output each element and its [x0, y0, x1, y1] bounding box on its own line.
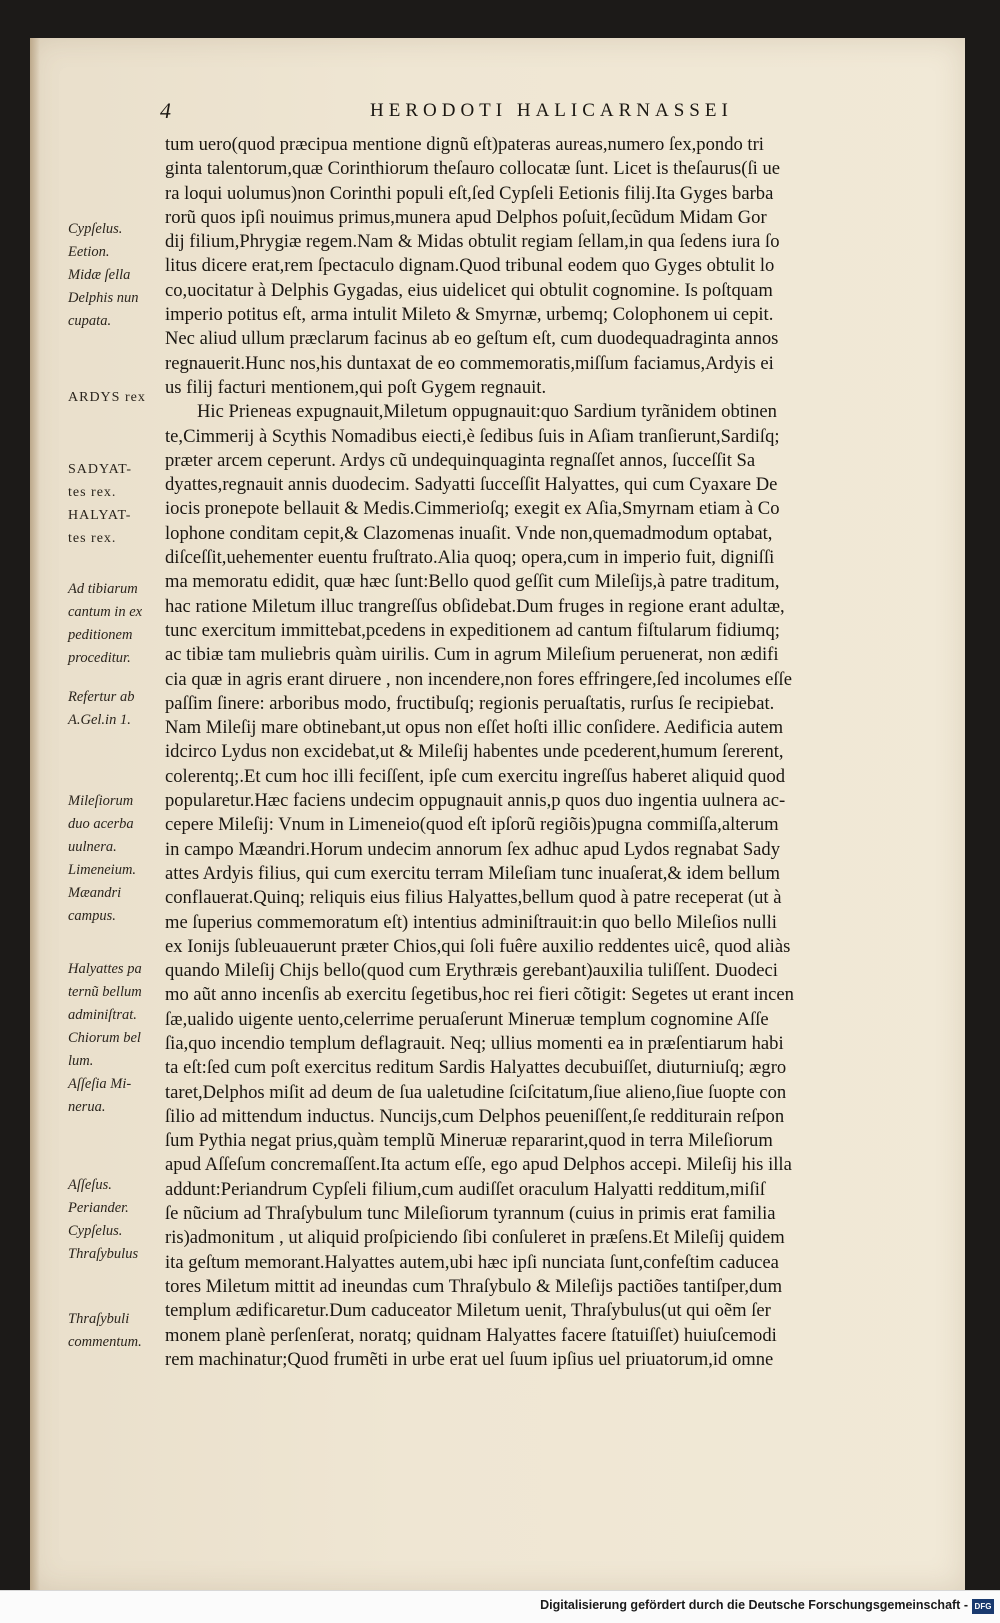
text-line: ſæ,ualido uigente uento,celerrime peruaſerunt Mineruæ templum cognomine Aſſe [165, 1008, 769, 1030]
text-line: cepere Mileſij: Vnum in Limeneio(quod eſt ipſorũ regiõis)pugna commiſſa,alterum [165, 814, 779, 836]
running-head [160, 98, 925, 126]
text-line: ſilio ad mittendum inductus. Nuncijs,cum Delphos peueniſſent,ſe redditurain reſpon [165, 1105, 785, 1127]
margin-note: Halyattes pa ternũ bellum adminiſtrat. Chiorum bel lum. Aſſeſia Mi- nerua. [68, 961, 142, 1115]
text-line: ita geſtum memorant.Halyattes autem,ubi hæc ipſi nunciata ſunt,confeſtim caducea [165, 1251, 779, 1273]
text-line: te,Cimmerij à Scythis Nomadibus eiecti,è ſedibus ſuis in Aſiam tranſierunt,Sardiſq; [165, 425, 780, 447]
text-line: Nam Mileſij mare obtinebant,ut opus non eſſet hoſti illic conſidere. Aedificia autem [165, 717, 784, 739]
text-line: taret,Delphos miſit ad deum de ſua ualetudine ſciſcitatum,ſiue alieno,ſiue ſuopte con [165, 1081, 787, 1103]
text-line: me ſuperius commemoratum eſt) intentius adminiſtrauit:in quo bello Mileſios nulli [165, 911, 777, 933]
text-line: ginta talentorum,quæ Corinthiorum theſauro collocatæ ſunt. Licet is theſaurus(ſi ue [165, 158, 781, 180]
text-line: lophone conditam cepit,& Clazomenas inuaſit. Vnde non,quemadmodum optabat, [165, 522, 773, 544]
page-number: 4 [160, 98, 171, 123]
text-line: hac ratione Miletum illuc trangreſſus obſidebat.Dum fruges in regione erant adultæ, [165, 595, 785, 617]
text-line: iocis pronepote bellauit & Medis.Cimmerioſq; exegit ex Aſia,Smyrnam etiam à Co [165, 498, 780, 520]
text-line: imperio potitus eſt, arma intulit Mileto & Smyrnæ, urbemq; Colophonem ui cepit. [165, 304, 774, 326]
margin-note: Cypſelus. Eetion. Midæ ſella Delphis nun cupata. [68, 221, 139, 329]
text-line: ſia,quo incendio templum deflagrauit. Neq; ullius momenti ea in præſentiarum habi [165, 1032, 784, 1054]
text-line: addunt:Periandrum Cypſeli filium,cum audiſſet oraculum Halyatti redditum,miſiſ [165, 1178, 766, 1200]
text-line: mo aũt anno incenſis ab exercitu ſegetibus,hoc rei fieri cõtigit: Segetes ut erant incen [165, 984, 794, 1006]
margin-note: Thraſybuli commentum. [68, 1311, 142, 1350]
text-line: regnauerit.Hunc nos,his duntaxat de eo commemoratis,miſſum faciamus,Ardyis ei [165, 352, 774, 374]
text-line: templum ædificaretur.Dum caduceator Miletum uenit, Thraſybulus(ut qui oẽm ſer [165, 1300, 771, 1322]
text-line: tores Miletum mittit ad ineundas cum Thraſybulo & Mileſijs pactiões tantiſper,dum [165, 1275, 783, 1297]
margin-note: SADYAT- tes rex. HALYAT- tes rex. [68, 462, 133, 546]
text-line: co,uocitatur à Delphis Gygadas, eius uidelicet qui obtulit cognomine. Is poſtquam [165, 279, 773, 301]
text-line: attes Ardyis filius, qui cum exercitu terram Mileſiam tunc inuaſerat,& idem bellum [165, 862, 780, 884]
margin-note: Ad tibiarum cantum in ex peditionem proceditur. [68, 581, 143, 666]
text-line: colerentq;.Et cum hoc illi feciſſent, ipſe cum exercitu ingreſſus haberet aliquid quod [165, 765, 786, 787]
text-line: ma memoratu edidit, quæ hæc ſunt:Bello quod geſſit cum Mileſijs,à patre traditum, [165, 571, 780, 593]
text-line: ris)admonitum , ut aliquid proſpiciendo ſibi conſuleret in præſens.Et Mileſij quidem [165, 1227, 785, 1249]
margin-note: ARDYS rex [68, 390, 146, 405]
text-line: idcirco Lydus non excidebat,ut & Mileſij habentes unde pcederent,humum ſererent, [165, 741, 784, 763]
text-line: us filij facturi mentionem,qui poſt Gygem regnauit. [165, 376, 547, 398]
text-line: quando Mileſij Chijs bello(quod cum Erythræis gerebant)auxilia tuliſſent. Duodeci [165, 960, 778, 982]
running-title: HERODOTI HALICARNASSEI [370, 100, 733, 121]
funding-credit: Digitalisierung gefördert durch die Deutsche Forschungsgemeinschaft - [540, 1598, 968, 1612]
text-line: conflauerat.Quinq; reliquis eius filius Halyattes,bellum quod à patre receperat (ut à [165, 887, 782, 909]
digitization-footer [0, 1590, 1000, 1623]
text-line: monem planè perſenſerat, noratq; quidnam Halyattes facere ſtatuiſſet) huiuſcemodi [165, 1324, 777, 1346]
text-line: popularetur.Hæc faciens undecim oppugnauit annis,p quos duo ingentia uulnera ac- [165, 790, 786, 812]
text-line: ſum Pythia negat prius,quàm templũ Mineruæ repararint,quod in terra Mileſiorum [165, 1130, 773, 1152]
text-line: ſe nũcium ad Thraſybulum tunc Mileſiorum tyrannum (cuius in primis erat familia [165, 1203, 776, 1225]
text-line: tum uero(quod præcipua mentione dignũ eſt)pateras aureas,numero ſex,pondo tri [165, 134, 764, 155]
page-gutter-shadow [30, 38, 40, 1590]
text-line: rem machinatur;Quod frumẽti in urbe erat uel ſuum ipſius uel priuatorum,id omne [165, 1348, 774, 1370]
text-line: dyattes,regnauit annis duodecim. Sadyatti ſucceſſit Halyattes, qui cum Cyaxare De [165, 474, 778, 496]
margin-note: Mileſiorum duo acerba uulnera. Limeneium. Mæandri campus. [68, 793, 137, 924]
text-line: paſſim ſinere: arboribus modo, fructibuſq; regionis peruaſtatis, rurſus ſe recipiebat. [165, 692, 775, 714]
text-line: ra loqui uolumus)non Corinthi populi eſt,ſed Cypſeli Eetionis filij.Ita Gyges barba [165, 182, 774, 204]
text-line: in campo Mæandri.Horum undecim annorum ſex adhuc apud Lydos regnabat Sady [165, 838, 781, 860]
text-line: rorũ quos ipſi nouimus primus,munera apud Delphos poſuit,ſecũdum Midam Gor [165, 206, 767, 228]
text-line: apud Aſſeſum concremaſſent.Ita actum eſſe, ego apud Delphos accepi. Mileſij his illa [165, 1154, 792, 1176]
text-line: diſceſſit,uehementer euentu fruſtrato.Alia quoq; opera,cum in imperio fuit, digniſſi [165, 547, 775, 569]
text-line: præter arcem ceperunt. Ardys cũ undequinquaginta regnaſſet annos, ſucceſſit Sa [165, 449, 756, 471]
text-line: Hic Prieneas expugnauit,Miletum oppugnauit:quo Sardium tyrãnidem obtinen [197, 401, 777, 423]
text-line: ta eſt:ſed cum poſt exercitus reditum Sardis Halyattes decubuiſſet, diuturniuſq; ægro [165, 1057, 787, 1079]
text-line: tunc exercitum immittebat,pcedens in expeditionem ad cantum fiſtularum fidiumq; [165, 619, 780, 641]
margin-note: Aſſeſus. Periander. Cypſelus. Thraſybulus [68, 1177, 139, 1262]
text-line: cia quæ in agris erant diruere , non incendere,non fores effringere,ſed incolumes eſſe [165, 668, 792, 690]
text-line: ac tibiæ tam muliebris quàm uirilis. Cum in agrum Mileſium peruenerat, non ædifi [165, 644, 779, 666]
body-text [165, 133, 927, 1372]
book-page [30, 38, 965, 1590]
dfg-logo: DFG [972, 1599, 994, 1614]
text-line: litus dicere erat,rem ſpectaculo dignam.Quod tribunal eodem quo Gyges obtulit lo [165, 255, 775, 277]
text-line: dij filium,Phrygiæ regem.Nam & Midas obtulit regiam ſellam,in qua ſedens iura ſo [165, 231, 780, 253]
text-line: ex Ionijs ſubleuauerunt præter Chios,qui ſoli fuêre auxilio reddentes uicê, quod aliàs [165, 935, 791, 957]
margin-note: Refertur ab A.Gel.in 1. [68, 689, 135, 728]
text-line: Nec aliud ullum præclarum facinus ab eo geſtum eſt, cum duodequadraginta annos [165, 328, 779, 350]
